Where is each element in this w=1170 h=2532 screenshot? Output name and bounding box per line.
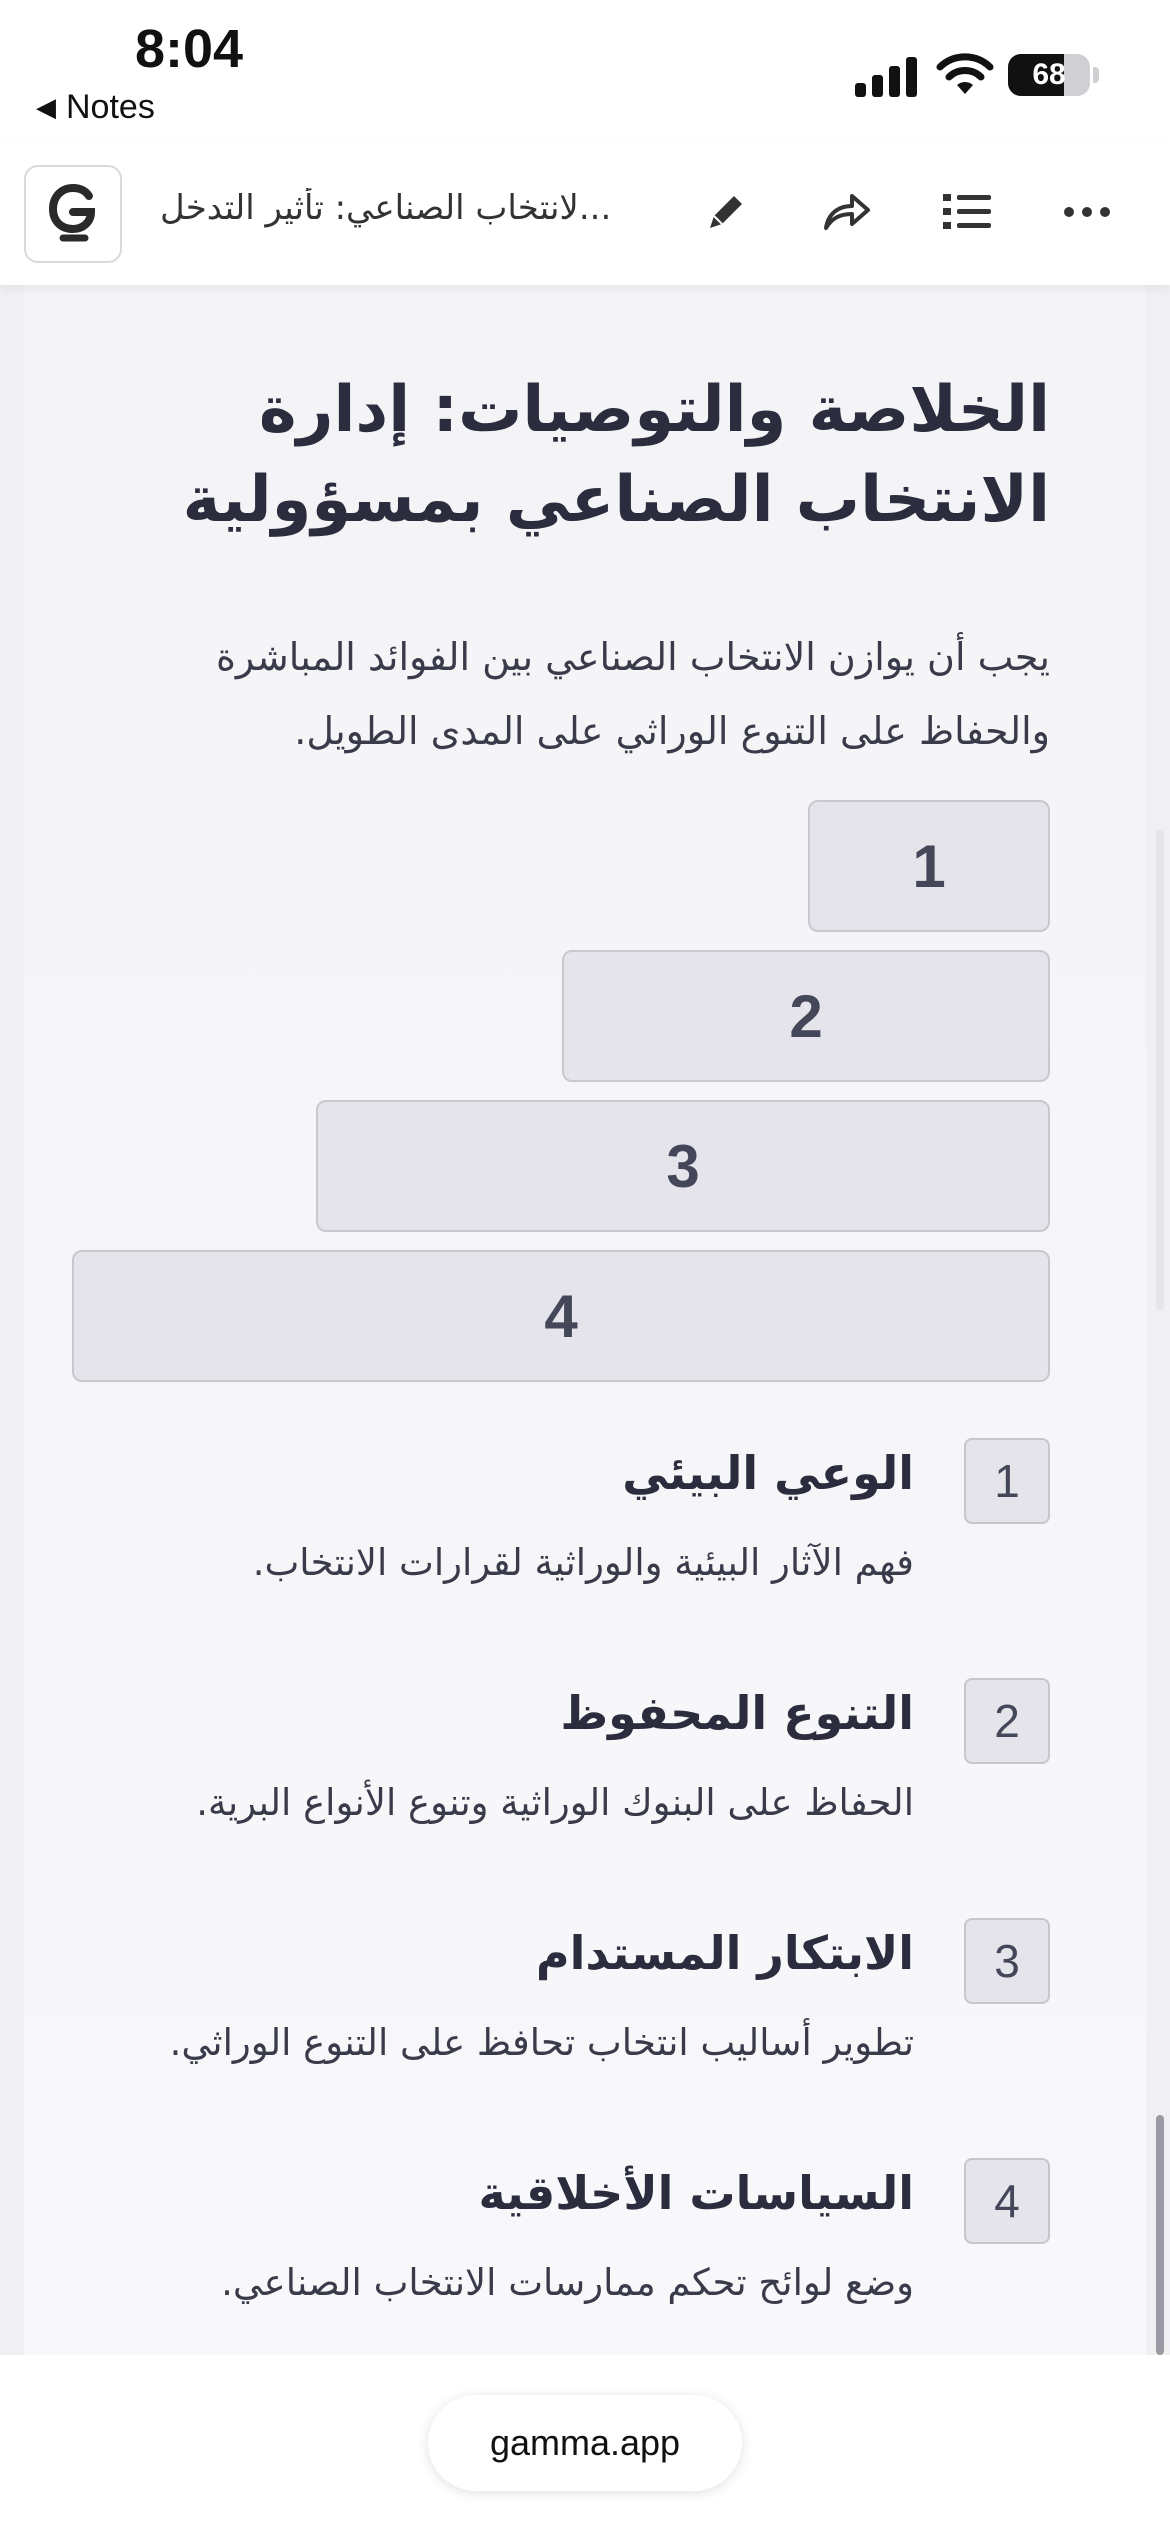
battery-percent: 68 — [1032, 58, 1066, 91]
item-number: 2 — [964, 1678, 1050, 1764]
battery-nub — [1093, 67, 1099, 83]
status-bar — [0, 0, 1170, 140]
pencil-icon — [702, 188, 750, 236]
gamma-logo-button[interactable] — [24, 165, 122, 263]
item-description: الحفاظ على البنوك الوراثية وتنوع الأنواع البرية. — [196, 1781, 914, 1824]
gamma-logo-icon — [45, 182, 101, 246]
pyramid-step-4: 4 — [72, 1250, 1050, 1382]
url-bar[interactable]: gamma.app — [428, 2395, 742, 2491]
content-viewport[interactable] — [0, 285, 1170, 2355]
scroll-track — [1156, 830, 1164, 1310]
browser-bottom-bar — [0, 2355, 1170, 2532]
clock: 8:04 — [135, 19, 244, 79]
edit-button[interactable] — [694, 180, 758, 244]
battery-icon — [1008, 54, 1090, 96]
back-triangle-icon: ◀ — [36, 92, 56, 122]
scrollbar-thumb[interactable] — [1156, 2115, 1164, 2355]
slide-heading: الخلاصة والتوصيات: إدارة الانتخاب الصناعي بمسؤولية — [182, 373, 1050, 537]
wifi-icon — [935, 50, 995, 98]
item-title: التنوع المحفوظ — [560, 1686, 914, 1740]
more-options-button[interactable] — [1055, 180, 1119, 244]
pyramid-step-3: 3 — [316, 1100, 1050, 1232]
item-number: 4 — [964, 2158, 1050, 2244]
slide-card — [24, 285, 1146, 2355]
item-description: وضع لوائح تحكم ممارسات الانتخاب الصناعي. — [221, 2261, 914, 2304]
share-button[interactable] — [814, 180, 878, 244]
back-label: Notes — [66, 88, 155, 126]
item-description: فهم الآثار البيئية والوراثية لقرارات الانتخاب. — [252, 1541, 914, 1584]
item-description: تطوير أساليب انتخاب تحافظ على التنوع الوراثي. — [169, 2021, 914, 2064]
slide-intro: يجب أن يوازن الانتخاب الصناعي بين الفوائد المباشرة والحفاظ على التنوع الوراثي على المدى الطويل. — [216, 635, 1050, 753]
item-number: 1 — [964, 1438, 1050, 1524]
pyramid-step-2: 2 — [562, 950, 1050, 1082]
item-title: السياسات الأخلاقية — [478, 2166, 914, 2220]
ellipsis-icon — [1063, 206, 1111, 218]
list-icon — [941, 190, 993, 234]
cellular-signal-icon — [855, 55, 917, 97]
item-title: الابتكار المستدام — [535, 1926, 914, 1980]
item-title: الوعي البيئي — [622, 1446, 914, 1500]
back-to-notes-button[interactable] — [36, 88, 155, 127]
item-number: 3 — [964, 1918, 1050, 2004]
share-arrow-icon — [820, 188, 872, 236]
outline-button[interactable] — [935, 180, 999, 244]
pyramid-step-1: 1 — [808, 800, 1050, 932]
app-toolbar — [0, 140, 1170, 285]
document-title[interactable]: ...لانتخاب الصناعي: تأثير التدخل — [160, 188, 612, 228]
